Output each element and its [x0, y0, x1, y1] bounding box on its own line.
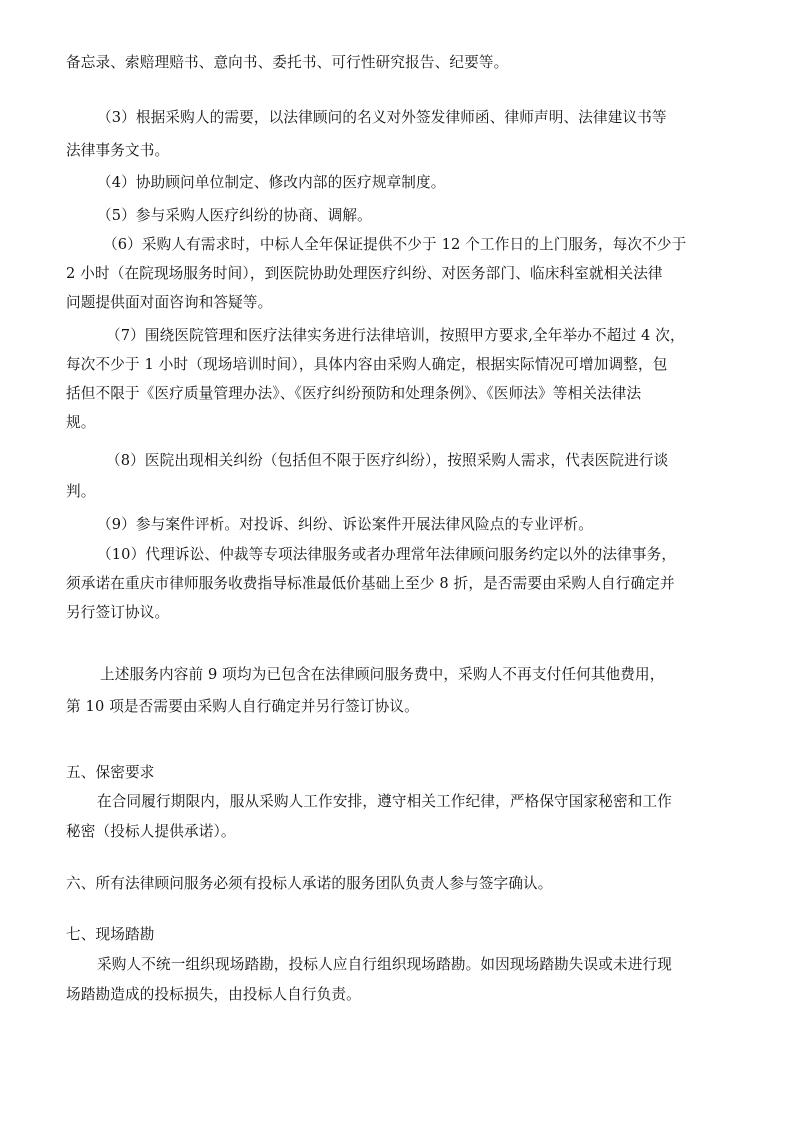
- item-10-line-3: 另行签订协议。: [66, 604, 170, 621]
- item-3-line-1: （3）根据采购人的需要，以法律顾问的名义对外签发律师函、律师声明、法律建议书等: [97, 109, 667, 126]
- item-7-line-2: 每次不少于 1 小时（现场培训时间），具体内容由采购人确定，根据实际情况可增加调整，包: [66, 356, 668, 373]
- item-4-line-1: （4）协助顾问单位制定、修改内部的医疗规章制度。: [97, 174, 446, 191]
- section-5-line-1: 在合同履行期限内，服从采购人工作安排，遵守相关工作纪律，严格保守国家秘密和工作: [97, 793, 673, 810]
- item-7-line-4: 规。: [66, 414, 96, 431]
- section-7-line-2: 场踏勘造成的投标损失，由投标人自行负责。: [66, 986, 361, 1003]
- item-6-line-3: 问题提供面对面咨询和答疑等。: [66, 294, 273, 311]
- section-5-heading: 五、保密要求: [66, 764, 155, 781]
- item-8-line-1: （8）医院出现相关纠纷（包括但不限于医疗纠纷），按照采购人需求，代表医院进行谈: [106, 452, 669, 469]
- summary-line-2: 第 10 项是否需要由采购人自行确定并另行签订协议。: [66, 698, 419, 715]
- section-7-heading: 七、现场踏勘: [66, 926, 155, 943]
- paragraph-1-line-1: 备忘录、索赔理赔书、意向书、委托书、可行性研究报告、纪要等。: [66, 54, 509, 71]
- item-10-line-1: （10）代理诉讼、仲裁等专项法律服务或者办理常年法律顾问服务约定以外的法律事务，: [97, 546, 677, 563]
- summary-line-1: 上述服务内容前 9 项均为已包含在法律顾问服务费中，采购人不再支付任何其他费用，: [100, 666, 665, 683]
- item-9-line-1: （9）参与案件评析。对投诉、纠纷、诉讼案件开展法律风险点的专业评析。: [97, 516, 593, 533]
- item-6-line-1: （6）采购人有需求时，中标人全年保证提供不少于 12 个工作日的上门服务，每次不少于: [103, 236, 687, 253]
- item-10-line-2: 须承诺在重庆市律师服务收费指导标准最低价基础上至少 8 折，是否需要由采购人自行确定并: [66, 575, 675, 592]
- section-6-heading: 六、所有法律顾问服务必须有投标人承诺的服务团队负责人参与签字确认。: [66, 875, 553, 892]
- item-5-line-1: （5）参与采购人医疗纠纷的协商、调解。: [97, 207, 372, 224]
- item-3-line-2: 法律事务文书。: [66, 142, 170, 159]
- item-7-line-1: （7）围绕医院管理和医疗法律实务进行法律培训，按照甲方要求,全年举办不超过 4 次，: [106, 327, 685, 344]
- item-8-line-2: 判。: [66, 483, 96, 500]
- section-5-line-2: 秘密（投标人提供承诺）。: [66, 823, 236, 840]
- section-7-line-1: 采购人不统一组织现场踏勘，投标人应自行组织现场踏勘。如因现场踏勘失误或未进行现: [97, 956, 673, 973]
- item-6-line-2: 2 小时（在院现场服务时间），到医院协助处理医疗纠纷、对医务部门、临床科室就相关法律: [66, 265, 663, 282]
- item-7-line-3: 括但不限于《医疗质量管理办法》、《医疗纠纷预防和处理条例》、《医师法》等相关法律法: [66, 385, 642, 402]
